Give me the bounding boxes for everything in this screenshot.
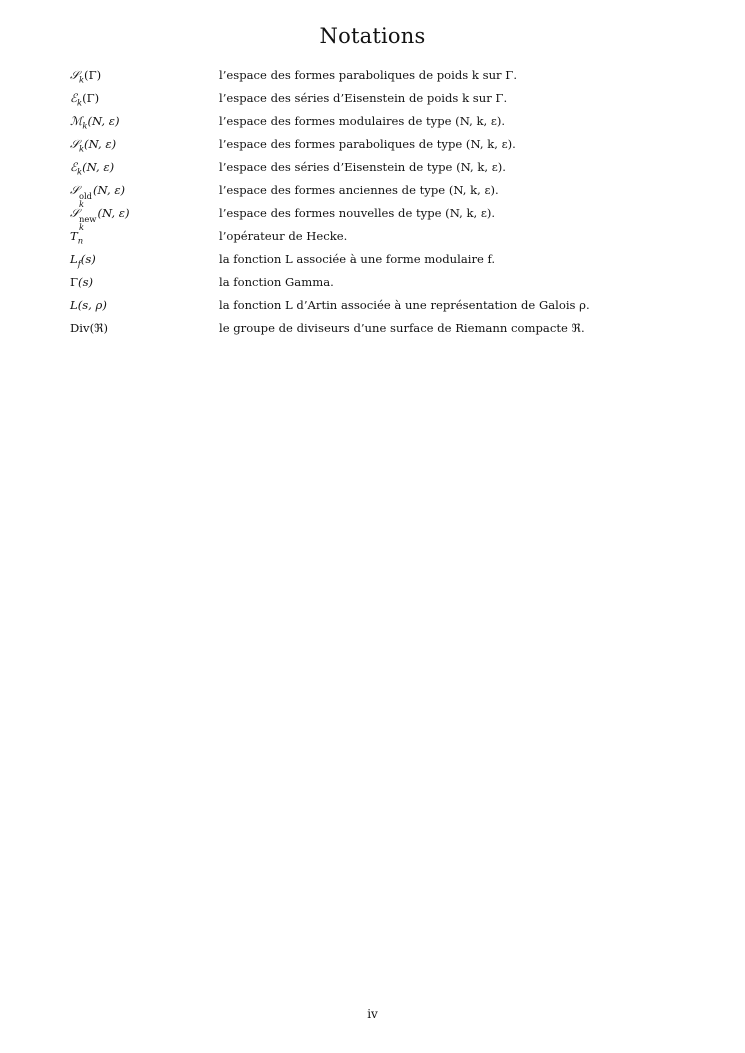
notation-description: l’espace des formes paraboliques de type (N, k, ε). [219,137,516,151]
notation-description: l’espace des séries d’Eisenstein de poids k sur Γ. [219,91,508,105]
notation-description: la fonction L associée à une forme modulaire f. [219,252,496,266]
page-number: iv [367,1007,378,1021]
notation-symbol: ℰ$_k$(N, ε) [70,160,115,177]
notation-symbol: 𝒮$_k$(Γ) [70,68,102,85]
notation-description: le groupe de diviseurs d’une surface de Riemann compacte ℜ. [219,321,585,335]
notation-description: l’espace des formes nouvelles de type (N, k, ε). [219,206,496,220]
notation-description: l’espace des séries d’Eisenstein de type (N, k, ε). [219,160,506,174]
notation-row [70,114,690,137]
notation-row [70,160,690,183]
notation-row [70,137,690,160]
notation-row [70,229,690,252]
notation-description: la fonction Gamma. [219,275,334,289]
notation-row [70,91,690,114]
notation-symbol: L(s, ρ) [70,298,107,312]
notation-symbol: Div(ℜ) [70,321,109,335]
notation-description: l’opérateur de Hecke. [219,229,348,243]
notation-symbol: 𝒮 old k (N, ε) [70,183,126,209]
notation-row [70,321,690,344]
notation-description: la fonction L d’Artin associée à une représentation de Galois ρ. [219,298,590,312]
notation-row [70,298,690,321]
notation-description: l’espace des formes paraboliques de poids k sur Γ. [219,68,518,82]
notation-description: l’espace des formes modulaires de type (N, k, ε). [219,114,506,128]
notation-symbol: ℳ$_k$(N, ε) [70,114,120,131]
notation-symbol: $L_f(s)$ [70,252,96,269]
notation-row [70,206,690,232]
notation-row [70,183,690,209]
notation-list [70,68,690,344]
page-title: Notations [319,24,426,48]
notation-symbol: ℰ$_k$(Γ) [70,91,100,108]
notation-symbol: Γ(s) [70,275,94,289]
notation-row [70,252,690,275]
notation-row [70,275,690,298]
notation-symbol: 𝒮$_k$(N, ε) [70,137,117,154]
notation-symbol: $T_n$ [70,229,84,246]
notation-symbol: 𝒮 new k (N, ε) [70,206,130,232]
notation-row [70,68,690,91]
notation-description: l’espace des formes anciennes de type (N, k, ε). [219,183,499,197]
